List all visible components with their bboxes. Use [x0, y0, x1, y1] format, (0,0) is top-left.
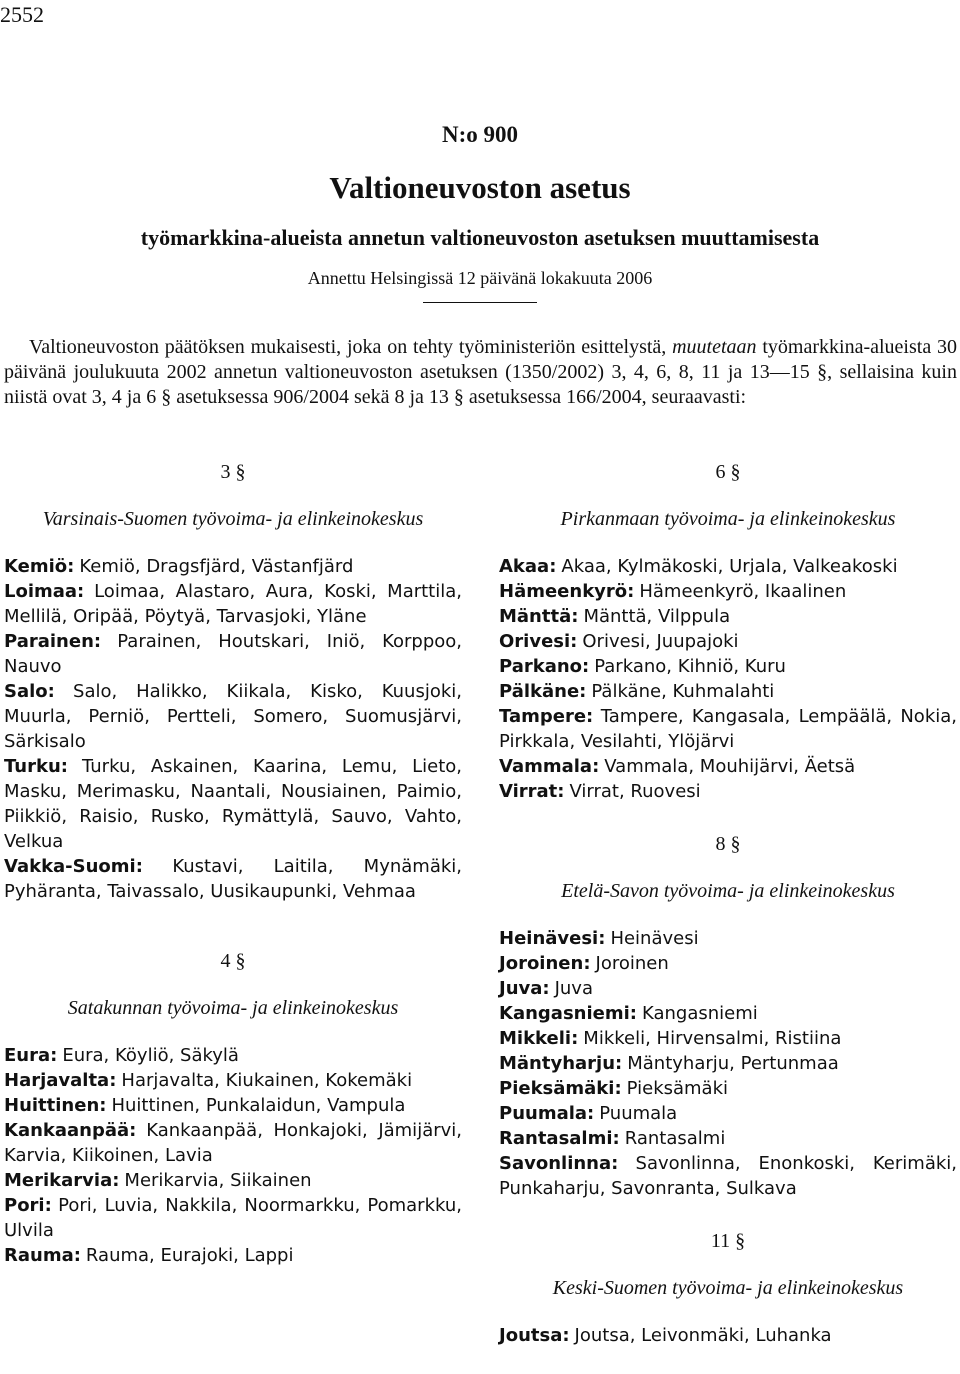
list-item	[499, 1151, 957, 1201]
list-item	[4, 754, 462, 854]
region-label: Tampere:	[499, 706, 594, 727]
region-places: Kangasniemi	[641, 1003, 758, 1024]
section-number: 3 §	[220, 461, 246, 483]
list-item	[499, 554, 957, 579]
region-label: Parainen:	[4, 631, 102, 652]
region-label: Salo:	[4, 681, 55, 702]
document-title: Valtioneuvoston asetus	[329, 170, 631, 205]
region-places: Mikkeli, Hirvensalmi, Ristiina	[583, 1028, 842, 1049]
region-places: Akaa, Kylmäkoski, Urjala, Valkeakoski	[561, 556, 898, 577]
region-label: Kankaanpää:	[4, 1120, 137, 1141]
region-label: Juva:	[499, 978, 550, 999]
list-item	[499, 1051, 957, 1076]
right-column	[499, 460, 957, 1348]
list-item	[499, 679, 957, 704]
region-label: Joroinen:	[499, 953, 591, 974]
list-item	[499, 779, 957, 804]
list-item	[4, 854, 462, 904]
region-label: Akaa:	[499, 556, 557, 577]
list-item	[4, 554, 462, 579]
region-label: Heinävesi:	[499, 928, 606, 949]
region-label: Vakka-Suomi:	[4, 856, 143, 877]
region-places: Pori, Luvia, Nakkila, Noormarkku, Pomarkku, Ulvila	[4, 1195, 463, 1241]
list-item	[499, 926, 957, 951]
list-item	[4, 1243, 462, 1268]
region-places: Parainen, Houtskari, Iniö, Korppoo, Nauvo	[4, 631, 463, 677]
left-column	[4, 460, 462, 1268]
list-item	[499, 1126, 957, 1151]
region-places: Loimaa, Alastaro, Aura, Koski, Marttila, Mellilä, Oripää, Pöytyä, Tarvasjoki, Yläne	[4, 581, 462, 627]
list-item	[4, 679, 462, 754]
list-item	[4, 1043, 462, 1068]
region-places: Kustavi, Laitila, Mynämäki, Pyhäranta, Taivassalo, Uusikaupunki, Vehmaa	[4, 856, 462, 902]
region-label: Harjavalta:	[4, 1070, 117, 1091]
given-date: Annettu Helsingissä 12 päivänä lokakuuta 2006	[307, 268, 653, 288]
region-places: Mänttä, Vilppula	[583, 606, 731, 627]
region-places: Tampere, Kangasala, Lempäälä, Nokia, Pirkkala, Vesilahti, Ylöjärvi	[499, 706, 957, 752]
list-item	[499, 629, 957, 654]
region-label: Hämeenkyrö:	[499, 581, 635, 602]
region-label: Mänttä:	[499, 606, 579, 627]
list-item	[499, 654, 957, 679]
list-item	[499, 1001, 957, 1026]
region-label: Puumala:	[499, 1103, 595, 1124]
list-item	[4, 1068, 462, 1093]
intro-text-1: Valtioneuvoston päätöksen mukaisesti, joka on tehty työministeriön esittelystä,	[29, 336, 673, 358]
region-label: Rantasalmi:	[499, 1128, 620, 1149]
section-heading: Keski-Suomen työvoima- ja elinkeinokeskus	[552, 1277, 904, 1299]
region-label: Kangasniemi:	[499, 1003, 637, 1024]
region-label: Turku:	[4, 756, 68, 777]
region-label: Savonlinna:	[499, 1153, 619, 1174]
region-label: Huittinen:	[4, 1095, 107, 1116]
region-places: Eura, Köyliö, Säkylä	[62, 1045, 239, 1066]
region-places: Hämeenkyrö, Ikaalinen	[639, 581, 847, 602]
region-label: Eura:	[4, 1045, 58, 1066]
region-label: Orivesi:	[499, 631, 578, 652]
region-label: Vammala:	[499, 756, 600, 777]
list-item	[4, 1093, 462, 1118]
region-places: Kemiö, Dragsfjärd, Västanfjärd	[79, 556, 354, 577]
region-places: Merikarvia, Siikainen	[124, 1170, 312, 1191]
section-number: 11 §	[710, 1230, 746, 1252]
list-item	[499, 1101, 957, 1126]
region-places: Pieksämäki	[626, 1078, 729, 1099]
list-item	[4, 1168, 462, 1193]
list-item	[499, 604, 957, 629]
region-places: Joutsa, Leivonmäki, Luhanka	[574, 1325, 832, 1346]
document-number: N:o 900	[441, 122, 519, 147]
region-places: Vammala, Mouhijärvi, Äetsä	[604, 756, 856, 777]
list-item	[4, 579, 462, 629]
region-places: Parkano, Kihniö, Kuru	[594, 656, 786, 677]
region-places: Virrat, Ruovesi	[569, 781, 701, 802]
region-places: Juva	[554, 978, 593, 999]
intro-paragraph	[4, 335, 957, 410]
page-number: 2552	[0, 2, 44, 27]
region-label: Mäntyharju:	[499, 1053, 623, 1074]
region-label: Pori:	[4, 1195, 52, 1216]
list-item	[499, 754, 957, 779]
region-places: Joroinen	[595, 953, 669, 974]
region-label: Kemiö:	[4, 556, 75, 577]
section-number: 6 §	[715, 461, 741, 483]
region-places: Rantasalmi	[624, 1128, 726, 1149]
list-item	[499, 1076, 957, 1101]
region-label: Rauma:	[4, 1245, 81, 1266]
list-item	[4, 1118, 462, 1168]
list-item	[499, 1026, 957, 1051]
region-places: Kankaanpää, Honkajoki, Jämijärvi, Karvia, Kiikoinen, Lavia	[4, 1120, 462, 1166]
list-item	[499, 704, 957, 754]
region-label: Mikkeli:	[499, 1028, 579, 1049]
region-places: Turku, Askainen, Kaarina, Lemu, Lieto, Masku, Merimasku, Naantali, Nousiainen, Paimio, Piikkiö, Raisio, Rusko, Rymättylä, Sauvo, Vahto, Velkua	[4, 756, 462, 852]
region-places: Mäntyharju, Pertunmaa	[627, 1053, 839, 1074]
list-item	[499, 579, 957, 604]
list-item	[4, 629, 462, 679]
list-item	[4, 1193, 462, 1243]
region-places: Salo, Halikko, Kiikala, Kisko, Kuusjoki, Muurla, Perniö, Pertteli, Somero, Suomusjärvi, Särkisalo	[4, 681, 463, 752]
region-label: Loimaa:	[4, 581, 85, 602]
list-item	[499, 951, 957, 976]
document-subtitle: työmarkkina-alueista annetun valtioneuvoston asetuksen muuttamisesta	[140, 225, 820, 250]
region-places: Heinävesi	[610, 928, 699, 949]
section-heading: Etelä-Savon työvoima- ja elinkeinokeskus	[561, 880, 895, 902]
region-places: Huittinen, Punkalaidun, Vampula	[111, 1095, 406, 1116]
list-item	[499, 1323, 957, 1348]
region-places: Harjavalta, Kiukainen, Kokemäki	[121, 1070, 413, 1091]
section-heading: Pirkanmaan työvoima- ja elinkeinokeskus	[560, 508, 896, 530]
region-places: Savonlinna, Enonkoski, Kerimäki, Punkaharju, Savonranta, Sulkava	[499, 1153, 957, 1199]
section-heading: Varsinais-Suomen työvoima- ja elinkeinokeskus	[42, 508, 424, 530]
region-label: Virrat:	[499, 781, 565, 802]
region-label: Parkano:	[499, 656, 590, 677]
divider-rule	[423, 302, 537, 303]
region-label: Merikarvia:	[4, 1170, 120, 1191]
section-number: 8 §	[715, 833, 741, 855]
region-label: Pälkäne:	[499, 681, 587, 702]
section-heading: Satakunnan työvoima- ja elinkeinokeskus	[67, 997, 399, 1019]
intro-text-2: työmarkkina-alueista 30 päivänä joulukuuta 2002 annetun valtioneuvoston asetuksen (1350/2002) 3, 4, 6, 8, 11 ja 13—15 §, sellaisina kuin niistä ovat 3, 4 ja 6 § asetuksessa 906/2004 sekä 8 ja 13 § asetuksessa 166/2004, seuraavasti:	[4, 336, 958, 408]
region-places: Orivesi, Juupajoki	[582, 631, 739, 652]
section-number: 4 §	[220, 950, 246, 972]
region-label: Pieksämäki:	[499, 1078, 622, 1099]
region-places: Pälkäne, Kuhmalahti	[591, 681, 775, 702]
region-places: Puumala	[599, 1103, 678, 1124]
region-label: Joutsa:	[499, 1325, 570, 1346]
list-item	[499, 976, 957, 1001]
intro-emphasis: muutetaan	[672, 336, 757, 358]
region-places: Rauma, Eurajoki, Lappi	[85, 1245, 294, 1266]
